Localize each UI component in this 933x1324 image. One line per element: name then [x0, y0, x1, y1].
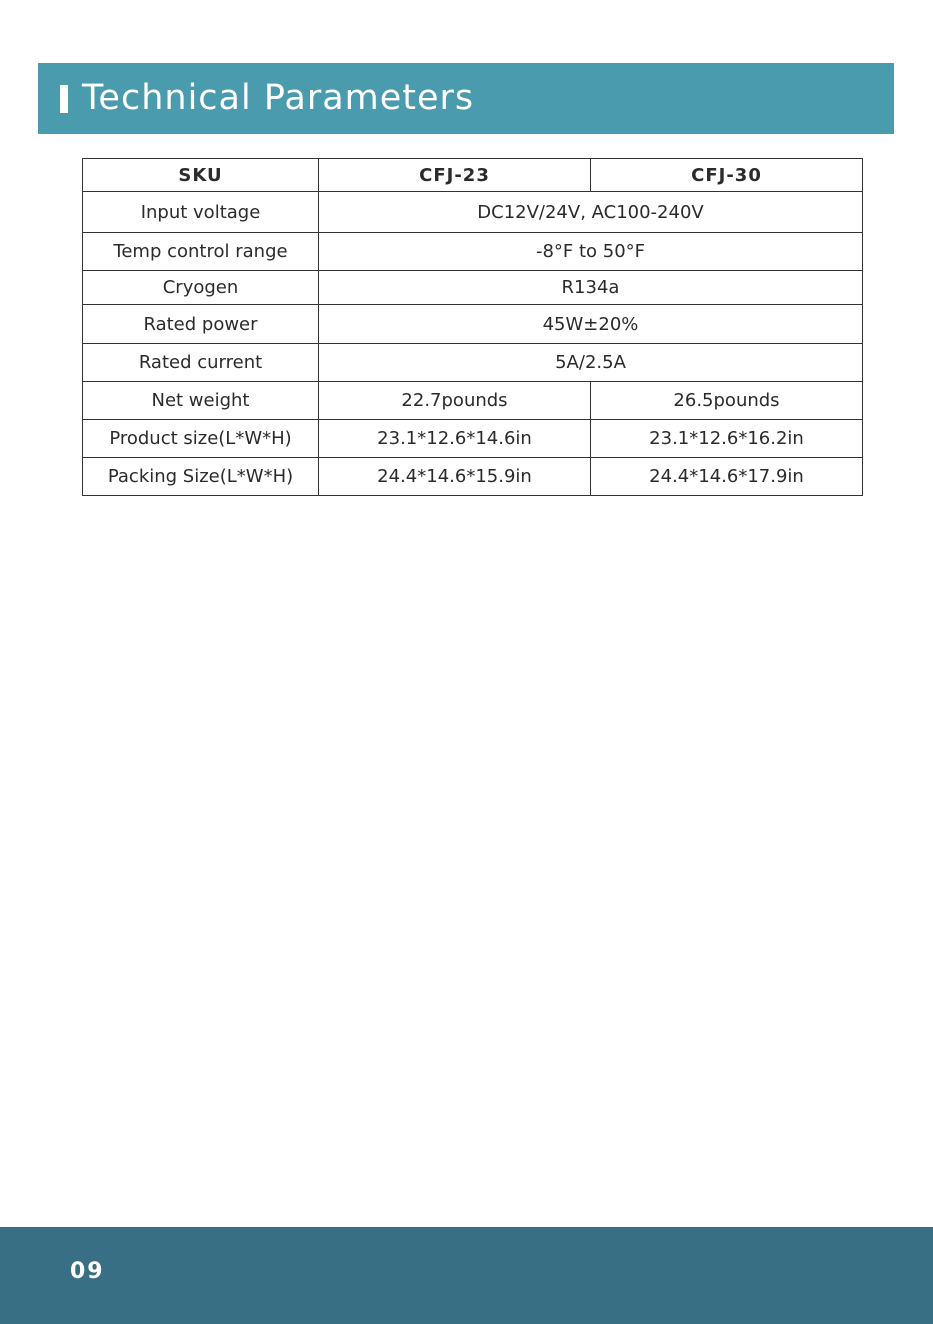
row-value-cfj-23: 22.7pounds	[319, 382, 591, 420]
table-row	[83, 233, 863, 271]
row-label: Rated current	[83, 344, 319, 382]
section-title: Technical Parameters	[82, 78, 475, 118]
table-row	[83, 271, 863, 305]
page-number: 09	[70, 1259, 105, 1284]
row-value-cfj-23: 24.4*14.6*15.9in	[319, 458, 591, 496]
table-row	[83, 458, 863, 496]
table-row	[83, 420, 863, 458]
row-value: DC12V/24V, AC100-240V	[319, 192, 863, 233]
row-value-cfj-30: 26.5pounds	[591, 382, 863, 420]
row-value-cfj-23: 23.1*12.6*14.6in	[319, 420, 591, 458]
table-header-row	[83, 159, 863, 192]
row-label: Cryogen	[83, 271, 319, 305]
table-row	[83, 192, 863, 233]
row-value: R134a	[319, 271, 863, 305]
row-value-cfj-30: 24.4*14.6*17.9in	[591, 458, 863, 496]
table-row	[83, 382, 863, 420]
row-value: -8°F to 50°F	[319, 233, 863, 271]
page-footer	[0, 1227, 933, 1324]
section-header	[38, 63, 894, 134]
row-label: Rated power	[83, 305, 319, 344]
row-label: Input voltage	[83, 192, 319, 233]
row-label: Product size(L*W*H)	[83, 420, 319, 458]
technical-parameters-table	[82, 158, 863, 496]
row-label: Temp control range	[83, 233, 319, 271]
column-header-cfj-30: CFJ-30	[591, 159, 863, 192]
row-label: Packing Size(L*W*H)	[83, 458, 319, 496]
column-header-cfj-23: CFJ-23	[319, 159, 591, 192]
table-row	[83, 305, 863, 344]
row-value: 5A/2.5A	[319, 344, 863, 382]
header-accent-bar	[60, 85, 68, 113]
column-header-sku: SKU	[83, 159, 319, 192]
row-value-cfj-30: 23.1*12.6*16.2in	[591, 420, 863, 458]
table-row	[83, 344, 863, 382]
row-value: 45W±20%	[319, 305, 863, 344]
row-label: Net weight	[83, 382, 319, 420]
